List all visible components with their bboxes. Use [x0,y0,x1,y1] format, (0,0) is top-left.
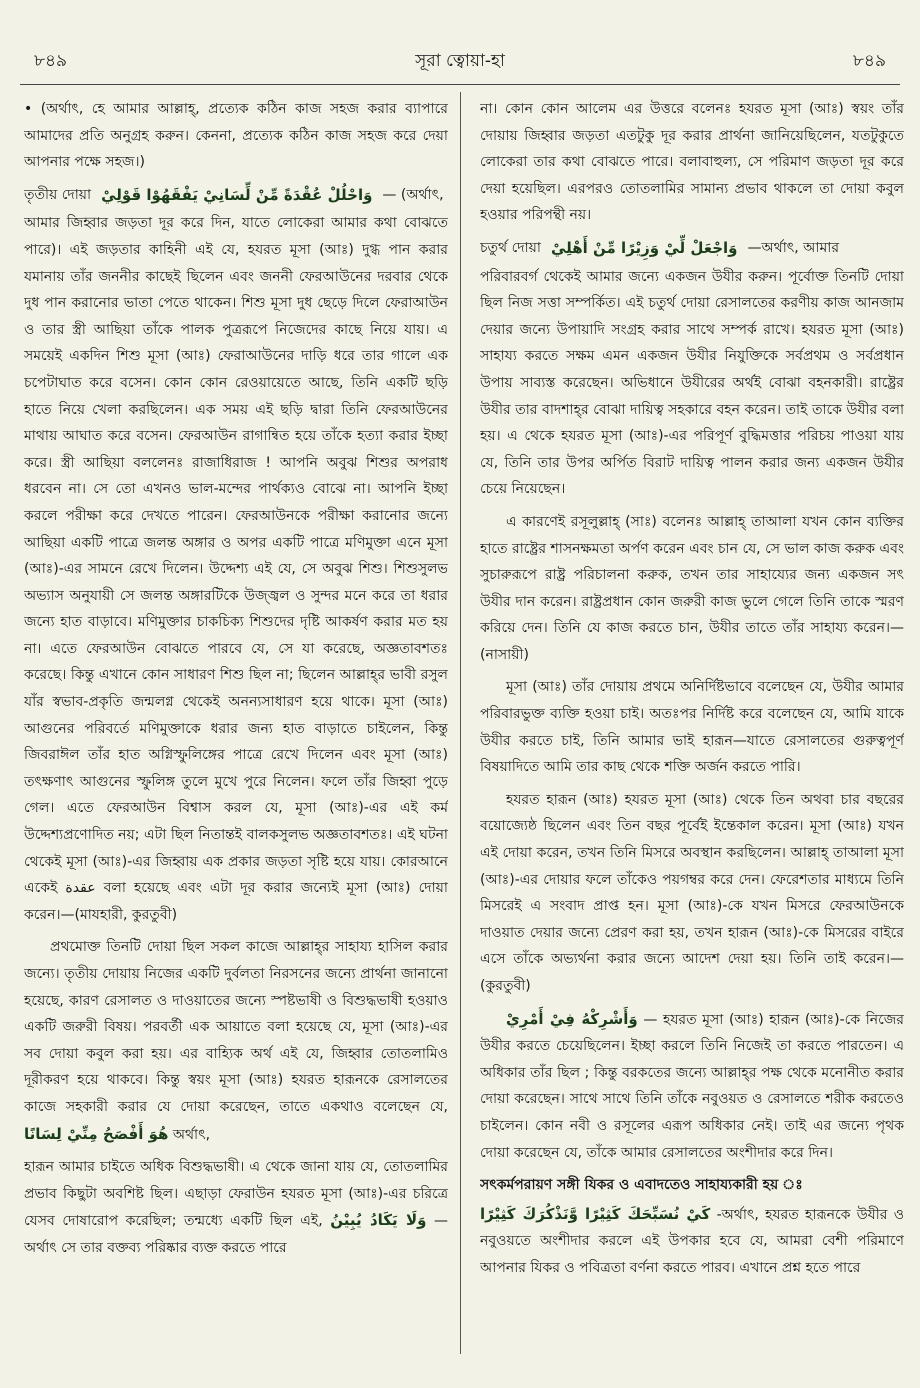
paragraph: আমার জিহ্বার জড়তা দূর করে দিন, যাতে লোকেরা আমার কথা বোঝতে পারে)। এই জড়তার কাহিনী এই যে, হযরত মূসা (আঃ) দুগ্ধ পান করার যমানায় তাঁর জননীর কাছেই ছিলেন এবং জননী ফেরআউনের দরবার থেকে দুধ পান করানোর ভাতা পেতে থাকেন। শিশু মূসা দুধ ছেড়ে দিলে ফেরাআউন ও তার স্ত্রী আছিয়া তাঁকে পালক পুত্ররূপে নিজেদের কাছে নিয়ে যায়। এ সময়েই একদিন শিশু মূসা (আঃ) ফেরাআউনের দাড়ি ধরে তার গালে এক চপেটাঘাত করে বসেন। কোন কোন রেওয়ায়েতে আছে, তিনি একটি ছড়ি হাতে নিয়ে খেলা করছিলেন। এক সময় এই ছড়ি দ্বারা তিনি ফেরআউনের মাথায় আঘাত করে বসেন। ফেরআউন রাগান্বিত হয়ে তাঁকে হত্যা করার ইচ্ছা করে। স্ত্রী আছিয়া বললেনঃ রাজাধিরাজ ! আপনি অবুঝ শিশুর অপরাধ ধরবেন না। সে তো এখনও ভাল-মন্দের পার্থক্যও বোঝে না। আপনি ইচ্ছা করলে পরীক্ষা করে দেখতে পারেন। ফেরআউনকে পরীক্ষা করানোর জন্যে আছিয়া একটি পাত্রে জলন্ত অঙ্গার ও অপর একটি পাত্রে মণিমুক্তা এনে মূসা (আঃ)-এর সামনে রেখে দিলেন। উদ্দেশ্য এই যে, সে অবুঝ শিশু। শিশুসুলভ অভ্যাস অনুযায়ী সে জলন্ত অঙ্গারটিকে উজ্জ্বল ও সুন্দর মনে করে তা ধরার জন্যে হাত বাড়াবে। মণিমুক্তার চাকচিক্য শিশুদের দৃষ্টি আকর্ষণ করার মত হয় না। এতে ফেরআউন বোঝতে পারবে যে, সে যা করেছে, অজ্ঞতাবশতঃ করেছে। কিন্তু এখানে কোন সাধারণ শিশু ছিল না; ছিলেন আল্লাহ্‌র ভাবী রসুল যাঁর স্বভাব-প্রকৃতি জন্মলগ্ন থেকেই অনন্যসাধারণ হয়ে থাকে। মূসা (আঃ) আগুনের পরিবর্তে মণিমুক্তাকে ধরার জন্য হাত বাড়াতে চাইলেন, কিন্তু জিবরাঈল তাঁর হাত অগ্নিস্ফুলিঙ্গের পাত্রে রেখে দিলেন এবং মূসা (আঃ) তৎক্ষণাৎ আগুনের স্ফুলিঙ্গ তুলে মুখে পুরে নিলেন। ফলে তাঁর জিহ্বা পুড়ে গেল। এতে ফেরআউন বিশ্বাস করল যে, মূসা (আঃ)-এর এই কর্ম উদ্দেশ্যপ্রণোদিত নয়; এটা ছিল নিতান্তই বালকসুলভ অজ্ঞতাবশতঃ। এই ঘটনা থেকেই মূসা (আঃ)-এর জিহ্বায় এক প্রকার জড়তা সৃষ্টি হয়ে যায়। কোরআনে একেই عقدة বলা হয়েছে এবং এটা দূর করার জন্যেই মূসা (আঃ) দোয়া করেন।—(মাযহারী, কুরতুবী) [24,215,448,923]
dua-meaning-lead: —অর্থাৎ, আমার [747,239,840,256]
dua-heading-fourth [480,235,904,262]
arabic-verse: هُوَ أَفْصَحُ مِنِّيْ لِسَانًا [24,1124,169,1143]
left-column [24,96,448,1358]
paragraph: এ কারণেই রসূলুল্লাহ্ (সাঃ) বলেনঃ আল্লাহ্ তাআলা যখন কোন ব্যক্তির হাতে রাষ্ট্রের শাসনক্ষমতা অর্পণ করেন এবং চান যে, সে ভাল কাজ করুক এবং সুচারুরূপে রাষ্ট্র পরিচালনা করুক, তখন তার সাহায্যের জন্য একজন সৎ উযীর দান করেন। রাষ্ট্রপ্রধান কোন জরুরী কাজ ভুলে গেলে তিনি তাকে স্মরণ করিয়ে দেন। তিনি যে কাজ করতে চান, উযীর তাতে তাঁর সাহায্য করেন।—(নাসায়ী) [480,513,904,663]
paragraph-text: — হযরত মূসা (আঃ) হারূন (আঃ)-কে নিজের উযীর করতে চেয়েছিলেন। ইচ্ছা করলে তিনি নিজেই তা করতে পারতেন। এ অধিকার তাঁর ছিল ; কিন্তু বরকতের জন্যে আল্লাহ্‌র পক্ষ থেকে মনোনীত করার দোয়া করেছেন। সাথে সাথে তিনি তাঁকে নবুওয়ত ও রেসালতে শরীক করতেও চাইলেন। কোন নবী ও রসূলের এরূপ অধিকার নেই। তাই এর জন্যে পৃথক দোয়া করেছেন যে, তাঁকে আমার রেসালতের অংশীদার করে দিন। [480,1011,904,1161]
paragraph [24,934,448,1148]
page-header [20,44,900,85]
paragraph [480,1201,904,1282]
paragraph: হযরত হারূন (আঃ) হযরত মূসা (আঃ) থেকে তিন অথবা চার বছরের বয়োজ্যেষ্ঠ ছিলেন এবং তিন বছর পূর্বেই ইন্তেকাল করেন। মূসা (আঃ) যখন এই দোয়া করেন, তখন তিনি মিসরে অবস্থান করছিলেন। আল্লাহ্ তাআলা মূসা (আঃ)-এর দোয়ার ফলে তাঁকেও পয়গম্বর করে দেন। ফেরেশতার মাধ্যমে তিনি মিসরেই এ সংবাদ প্রাপ্ত হন। মূসা (আঃ)-কে যখন মিসরে ফেরআউনকে দাওয়াত দেয়ার জন্যে প্রেরণ করা হয়, তখন হারূন (আঃ)-কে মিসরের বাইরে এসে তাঁকে অভ্যর্থনা করার জন্যে আদেশ দেয়া হয়। তিনি তাই করেন।—(কুরতুবী) [480,791,904,994]
column-divider [460,92,461,1354]
paragraph [24,1154,448,1261]
right-column [480,96,904,1358]
dua-label: চতুর্থ দোয়া [480,239,541,256]
arabic-verse: وَاحْلُلْ عُقْدَةً مِّنْ لِّسَانِيْ يَفْقَهُوْا قَوْلِيْ [101,185,373,204]
dua-label: তৃতীয় দোয়া [24,186,92,203]
arabic-verse: وَأَشْرِكْهُ فِيْ أَمْرِيْ [506,1009,638,1028]
page-number-left: ৮৪৯ [34,51,68,71]
paragraph-text: —অর্থাৎ সে তার বক্তব্য পরিষ্কার ব্যক্ত করতে পারে [24,1213,448,1256]
paragraph: না। কোন কোন আলেম এর উত্তরে বলেনঃ হযরত মূসা (আঃ) স্বয়ং তাঁর দোয়ায় জিহ্বার জড়তা এতটুকু দূর করার প্রার্থনা জানিয়েছিলেন, যতটুকুতে লোকেরা তার কথা বোঝতে পারে। বলাবাহুল্য, সে পরিমাণ জড়তা দূর করে দেয়া হয়েছিল। এরপরও তোতলামির সামান্য প্রভাব থাকলে তা দোয়া কবুল হওয়ার পরিপন্থী নয়। [480,101,904,224]
arabic-verse: وَلَا يَكَادُ يُبِيْنُ [330,1211,427,1230]
dua-heading-third [24,182,448,209]
paragraph-text: -অর্থাৎ, হযরত হারূনকে উযীর ও নবুওয়তে অংশীদার করলে এই উপকার হবে যে, আমরা বেশী পরিমাণে আপনার যিকর ও পবিত্রতা বর্ণনা করতে পারব। এখানে প্রশ্ন হতে পারে [480,1206,904,1276]
paragraph: পরিবারবর্গ থেকেই আমার জন্যে একজন উযীর করুন। পূর্বোক্ত তিনটি দোয়া ছিল নিজ সত্তা সম্পর্কিত। এই চতুর্থ দোয়া রেসালতের করণীয় কাজ আনজাম দেয়ার জন্যে উপায়াদি সংগ্রহ করার সাথে সম্পর্ক রাখে। হযরত মূসা (আঃ) সাহায্য করতে সক্ষম এমন একজন উযীর নিযুক্তিকে সর্বপ্রথম ও সর্বপ্রধান উপায় সাব্যস্ত করেছেন। অভিধানে উযীরের অর্থই বোঝা বহনকারী। রাষ্ট্রের উযীর তার বাদশাহ্‌র বোঝা দায়িত্ব সহকারে বহন করেন। তাই তাকে উযীর বলা হয়। এ থেকে হযরত মূসা (আঃ)-এর পরিপূর্ণ বুদ্ধিমত্তার পরিচয় পাওয়া যায় যে, তিনি তার উপর অর্পিত বিরাট দায়িত্ব পালন করার জন্য একজন উযীর চেয়ে নিয়েছেন। [480,268,904,498]
arabic-verse: كَيْ نُسَبِّحَكَ كَثِيْرًا وَّنَذْكُرَكَ كَثِيْرًا [480,1204,711,1223]
paragraph: মূসা (আঃ) তাঁর দোয়ায় প্রথমে অনির্দিষ্টভাবে বলেছেন যে, উযীর আমার পরিবারভুক্ত ব্যক্তি হওয়া চাই। অতঃপর নির্দিষ্ট করে বলেছেন যে, আমি যাকে উযীর করতে চাই, তিনি আমার ভাই হারূন—যাতে রেসালতের গুরুত্বপূর্ণ বিষয়াদিতে আমি তার কাছ থেকে শক্তি অর্জন করতে পারি। [480,679,904,776]
arabic-verse: وَاجْعَلْ لِّيْ وَزِيْرًا مِّنْ أَهْلِيْ [550,238,738,257]
dua-meaning-lead: — (অর্থাৎ, [382,186,444,203]
paragraph: • (অর্থাৎ, হে আমার আল্লাহ্, প্রত্যেক কঠিন কাজ সহজ করার ব্যাপারে আমাদের প্রতি অনুগ্রহ করুন। কেননা, প্রত্যেক কঠিন কাজ সহজ করে দেয়া আপনার পক্ষে সহজ।) [24,101,448,171]
paragraph-text: অর্থাৎ, [172,1126,211,1143]
section-subheading: সৎকর্মপরায়ণ সঙ্গী যিকর ও এবাদতেও সাহায্যকারী হয় ঃ [480,1177,803,1194]
paragraph-text: হারূন আমার চাইতে অধিক বিশুদ্ধভাষী। এ থেকে জানা যায় যে, তোতলামির প্রভাব কিছুটা অবশিষ্ট ছিল। এছাড়া ফেরাউন হযরত মূসা (আঃ)-এর চরিত্রে যেসব দোষারোপ করেছিল; তন্মধ্যে একটি ছিল এই, [24,1159,448,1230]
surah-title: সূরা ত্বোয়া-হা [415,51,505,71]
paragraph-text: প্রথমোক্ত তিনটি দোয়া ছিল সকল কাজে আল্লাহ্‌র সাহায্য হাসিল করার জন্যে। তৃতীয় দোয়ায় নিজের একটি দুর্বলতা নিরসনের জন্যে প্রার্থনা জানানো হয়েছে, কারণ রেসালত ও দাওয়াতের জন্যে স্পষ্টভাষী ও বিশুদ্ধভাষী হওয়াও একটি জরুরী বিষয়। পরবর্তী এক আয়াতে বলা হয়েছে যে, মূসা (আঃ)-এর সব দোয়া কবুল করা হয়। এর বাহ্যিক অর্থ এই যে, জিহ্বার তোতলামিও দূরীকরণ হয়ে থাকবে। কিন্তু স্বয়ং মূসা (আঃ) হযরত হারূনকে রেসালতের কাজে সহকারী করার যে দোয়া করেছেন, তাতে একথাও বলেছেন যে, [24,939,448,1115]
paragraph [480,1006,904,1167]
page-number-right: ৮৪৯ [852,51,886,71]
